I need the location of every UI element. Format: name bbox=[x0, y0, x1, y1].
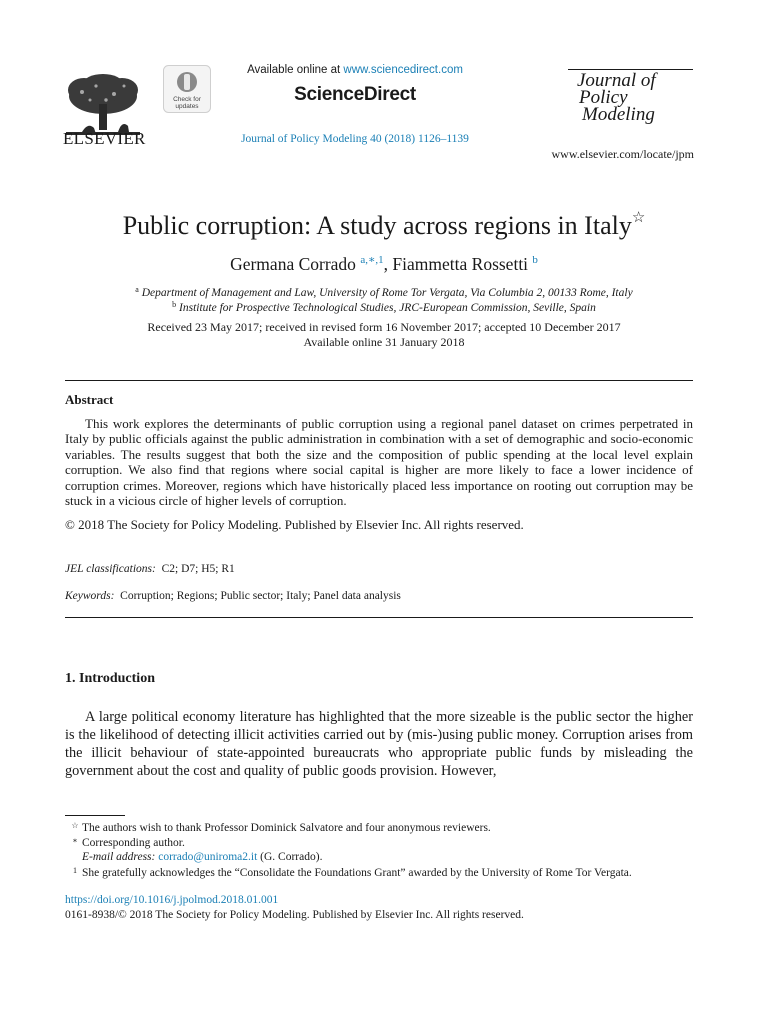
journal-logo-line-1: Journal of bbox=[577, 70, 656, 91]
journal-logo-line-2: Policy bbox=[579, 87, 628, 108]
author-corrado-marks[interactable]: a,∗,1 bbox=[360, 254, 384, 266]
jel-label: JEL classifications: bbox=[65, 563, 156, 575]
journal-logo-line-3: Modeling bbox=[582, 104, 655, 125]
footnote-rule bbox=[65, 815, 125, 816]
abstract-text: This work explores the determinants of public corruption using a regional panel dataset on crimes perpetrated in Italy by public officials against the public administration in combination with a set of demographic and socio-economic variables. The results suggest that both the size and the composition of public spending at the local level explain corruption. We also find that regions where social capital is higher are more likely to face a lower incidence of corruption crimes. Moreover, regions which have historically placed less importance on rooting out corruption may be stuck in a vicious circle of higher levels of corruption. bbox=[65, 416, 693, 509]
affiliation-b-text: Institute for Prospective Technological Studies, JRC-European Commission, Seville, Spain bbox=[179, 302, 596, 314]
article-title bbox=[0, 208, 768, 241]
email-suffix: (G. Corrado). bbox=[257, 851, 323, 863]
issn-copyright: 0161-8938/© 2018 The Society for Policy Modeling. Published by Elsevier Inc. All rights reserved. bbox=[65, 909, 524, 921]
author-list bbox=[0, 253, 768, 275]
article-history: Received 23 May 2017; received in revised form 16 November 2017; accepted 10 December 2017 bbox=[147, 320, 621, 334]
email-link[interactable]: corrado@uniroma2.it bbox=[158, 851, 258, 863]
journal-url[interactable]: www.elsevier.com/locate/jpm bbox=[551, 147, 694, 161]
footnote-acknowledgement bbox=[68, 821, 491, 834]
check-for-updates-line-1: Check for bbox=[173, 96, 201, 103]
doi-link[interactable]: https://doi.org/10.1016/j.jpolmod.2018.01.001 bbox=[65, 894, 279, 906]
abstract-top-rule bbox=[65, 380, 693, 381]
title-text: Public corruption: A study across regions in Italy bbox=[122, 211, 632, 240]
title-footnote-mark[interactable]: ☆ bbox=[631, 210, 646, 226]
author-separator: , bbox=[383, 254, 393, 274]
footnote-asterisk-mark: ∗ bbox=[72, 836, 78, 845]
footnote-email bbox=[82, 851, 322, 863]
footnote-corresponding bbox=[68, 836, 185, 849]
publisher-name: ELSEVIER bbox=[63, 129, 146, 148]
check-for-updates-line-2: updates bbox=[175, 103, 199, 110]
keywords bbox=[65, 590, 401, 602]
sciencedirect-link[interactable]: www.sciencedirect.com bbox=[343, 64, 463, 76]
affiliation-a-mark: a bbox=[135, 285, 139, 294]
abstract-copyright: © 2018 The Society for Policy Modeling. Published by Elsevier Inc. All rights reserved. bbox=[65, 517, 524, 532]
jel-classifications bbox=[65, 563, 235, 575]
affiliation-a-text: Department of Management and Law, University of Rome Tor Vergata, Via Columbia 2, 00133 Rome, Italy bbox=[141, 287, 633, 299]
sciencedirect-brand[interactable]: ScienceDirect bbox=[294, 84, 416, 105]
footnote-acknowledgement-text: The authors wish to thank Professor Dominick Salvatore and four anonymous reviewers. bbox=[82, 822, 491, 834]
affiliation-a bbox=[0, 285, 768, 299]
journal-logo[interactable] bbox=[577, 72, 656, 123]
footnote-corresponding-text: Corresponding author. bbox=[82, 837, 185, 849]
abstract-bottom-rule bbox=[65, 617, 693, 618]
affiliation-b-mark: b bbox=[172, 300, 177, 309]
email-label: E-mail address: bbox=[82, 851, 156, 863]
author-rossetti-marks[interactable]: b bbox=[532, 254, 538, 266]
footnote-grant-text: She gratefully acknowledges the “Consolidate the Foundations Grant” awarded by the University of Rome Tor Vergata. bbox=[82, 867, 632, 879]
footnote-one-mark: 1 bbox=[73, 866, 77, 875]
keywords-list: Corruption; Regions; Public sector; Italy; Panel data analysis bbox=[120, 590, 401, 602]
available-prefix: Available online at bbox=[247, 64, 344, 76]
author-corrado[interactable]: Germana Corrado bbox=[230, 254, 356, 274]
keywords-label: Keywords: bbox=[65, 590, 115, 602]
footnote-grant bbox=[68, 866, 632, 879]
abstract-heading: Abstract bbox=[65, 392, 114, 407]
footnote-star-mark: ☆ bbox=[71, 821, 79, 830]
introduction-paragraph: A large political economy literature has highlighted that the more sizeable is the public sector the higher is the likelihood of detecting illicit activities carried out by (mis-)using public money. Corruption arises from the illicit behaviour of state-appointed bureaucrats who appropriate public funds by misleading the government about the cost and quality of public goods provision. However, bbox=[65, 709, 693, 779]
affiliation-b bbox=[0, 300, 768, 314]
section-heading-introduction: 1. Introduction bbox=[65, 671, 155, 686]
author-rossetti[interactable]: Fiammetta Rossetti bbox=[392, 254, 529, 274]
journal-citation-link[interactable]: Journal of Policy Modeling 40 (2018) 1126–1139 bbox=[241, 133, 469, 145]
jel-codes: C2; D7; H5; R1 bbox=[161, 563, 235, 575]
available-online-date: Available online 31 January 2018 bbox=[303, 335, 465, 349]
